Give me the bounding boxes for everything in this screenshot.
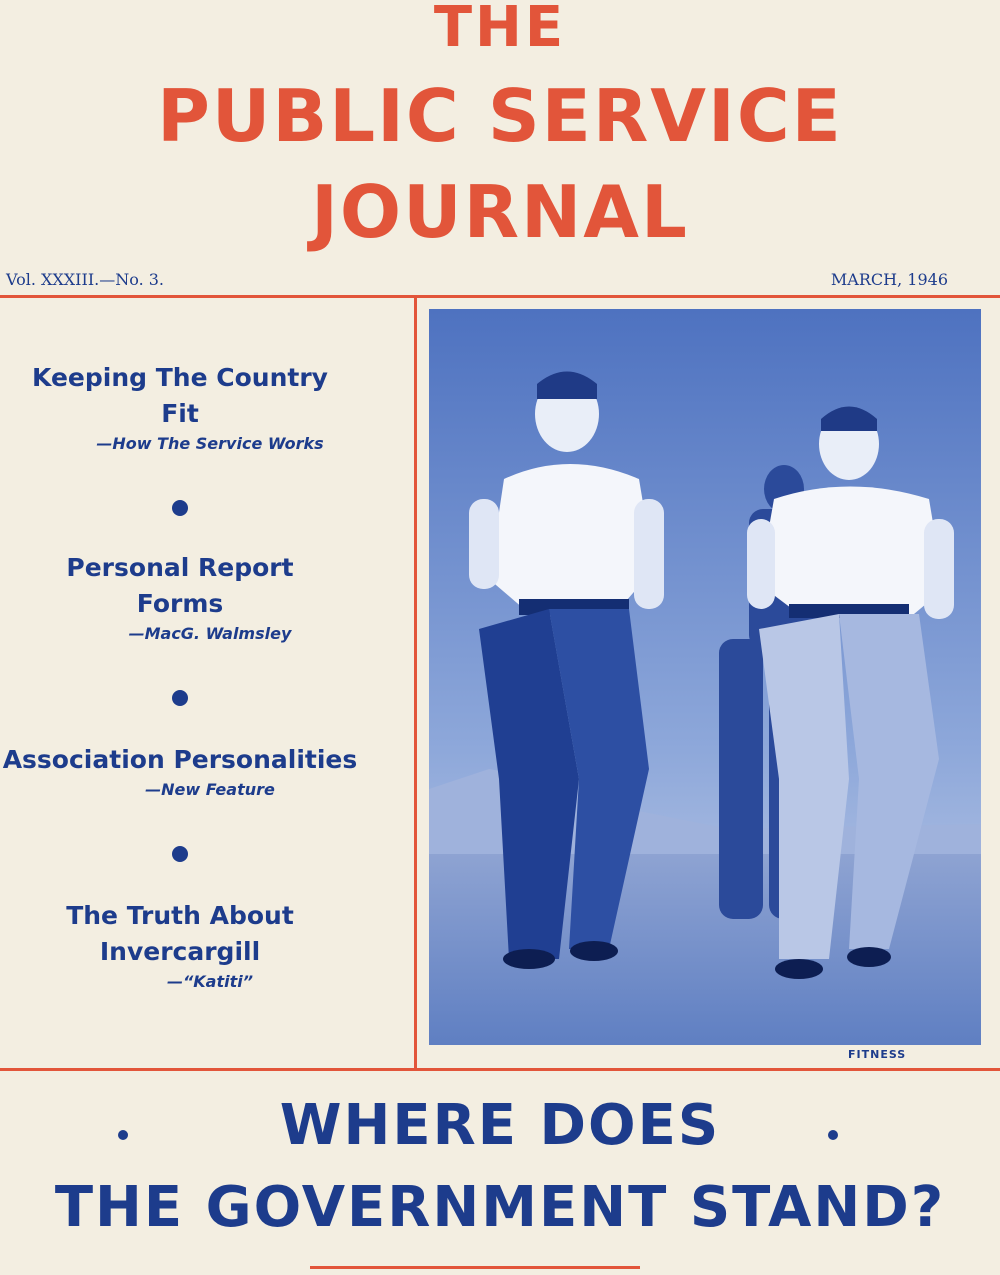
footer-rule [310, 1266, 640, 1269]
column-divider [414, 295, 417, 1070]
contents-item-3[interactable] [0, 742, 360, 802]
separator-dot [172, 500, 188, 516]
headline-line-1: WHERE DOES [279, 1093, 721, 1158]
separator-dot [172, 690, 188, 706]
article-byline: —“Katiti” [166, 972, 254, 991]
contents-column [0, 300, 414, 1068]
article-byline: —New Feature [145, 780, 275, 799]
headline-line-2: THE GOVERNMENT STAND? [54, 1175, 946, 1240]
cover-photo [429, 309, 981, 1045]
photo-caption: FITNESS [848, 1048, 907, 1061]
article-title: Keeping The Country Fit [32, 363, 328, 428]
article-byline: —MacG. Walmsley [128, 624, 292, 643]
separator-dot [172, 846, 188, 862]
article-title: The Truth About Invercargill [66, 901, 294, 966]
top-rule [0, 295, 1000, 298]
masthead-line-1: THE [433, 0, 567, 60]
runners-photo [429, 309, 981, 1045]
issue-date: MARCH, 1946 [830, 270, 948, 289]
article-title: Association Personalities [2, 745, 358, 774]
bottom-rule [0, 1068, 1000, 1071]
masthead-line-3: JOURNAL [311, 170, 689, 254]
contents-item-4[interactable] [0, 898, 360, 994]
contents-item-1[interactable] [0, 360, 360, 456]
contents-item-2[interactable] [0, 550, 360, 646]
article-title: Personal Report Forms [66, 553, 294, 618]
volume-number: Vol. XXXIII.—No. 3. [6, 270, 165, 289]
masthead-line-2: PUBLIC SERVICE [157, 74, 843, 158]
article-byline: —How The Service Works [96, 434, 324, 453]
